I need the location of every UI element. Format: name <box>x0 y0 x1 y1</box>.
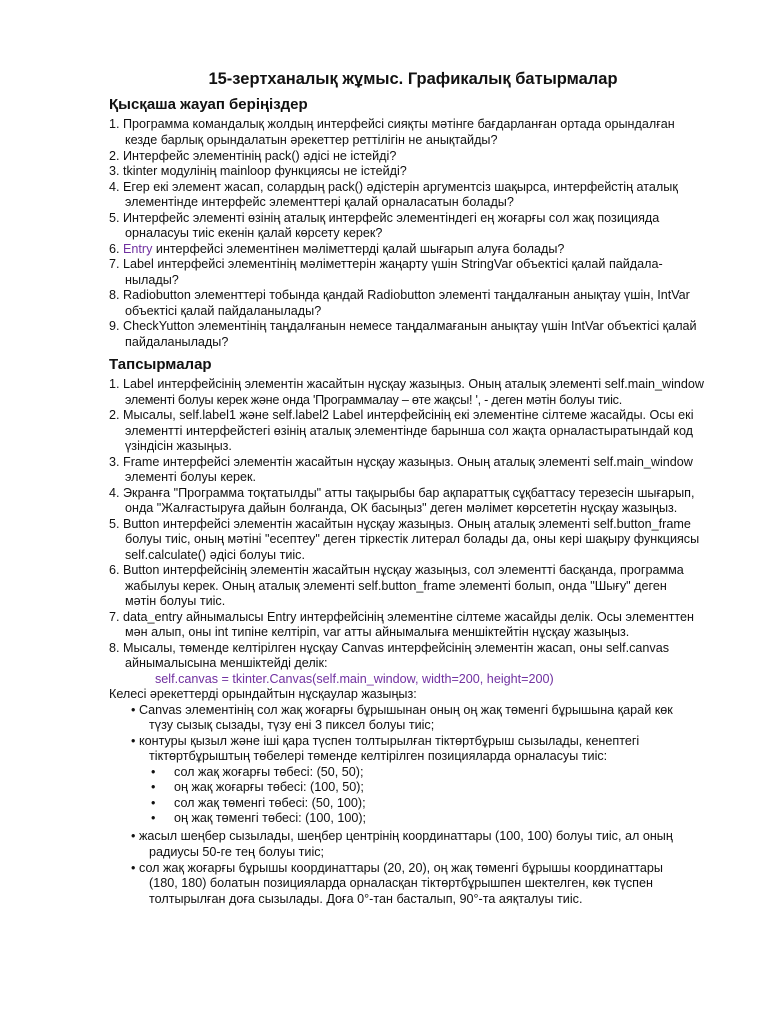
question-4-line-1: 4. Егер екі элемент жасап, солардың pack() әдістерін аргументсіз шақырса, интерфейстің аталық <box>109 180 678 194</box>
task-2-line-3: үзіндісін жазыңыз. <box>125 439 232 453</box>
question-7-line-1: 7. Label интерфейсі элементінің мәліметтерін жаңарту үшін StringVar объектісі қалай пайдала- <box>109 257 663 271</box>
bullet-4-line-3: толтырылған доға сызылады. Доға 0°-тан басталып, 90°-та аяқталуы тиіс. <box>149 892 583 906</box>
question-1-line-1: 1. Программа командалық жолдың интерфейсі сияқты мәтінге бағдарланған ортада орындалған <box>109 117 675 131</box>
task-8-line-1: 8. Мысалы, төменде келтірілген нұсқау Canvas интерфейсінің элементін жасап, оны self.canvas <box>109 641 669 655</box>
question-7-line-2: нылады? <box>125 273 179 287</box>
bullet-1-line-2: түзу сызық сызады, түзу ені 3 пиксел болуы тиіс; <box>149 718 435 732</box>
corner-bottom-right: оң жақ төменгі төбесі: (100, 100); <box>174 811 367 825</box>
corner-dot-3: • <box>151 796 156 810</box>
task-4-line-2: онда "Жалғастыруға дайын болғанда, ОК басыңыз" деген мәлімет көрсететін нұсқау жазыңыз. <box>125 501 678 515</box>
task-3-line-1: 3. Frame интерфейсі элементін жасайтын нұсқау жазыңыз. Оның аталық элементі self.main_window <box>109 455 693 469</box>
question-1-line-2: кезде барлық орындалатын әрекеттер реттілігін не анықтайды? <box>125 133 498 147</box>
task-4-line-1: 4. Экранға "Программа тоқтатылды" атты тақырыбы бар ақпараттық сұқбаттасу терезесін шығарып, <box>109 486 695 500</box>
question-9-line-1: 9. CheckYutton элементінің таңдалғанын немесе таңдалмағанын анықтау үшін IntVar объектісі қалай <box>109 319 697 333</box>
task-1-line-1: 1. Label интерфейсінің элементін жасайтын нұсқау жазыңыз. Оның аталық элементі self.main_window <box>109 377 705 391</box>
task-6-line-3: мәтін болуы тиіс. <box>125 594 226 608</box>
instructions-intro: Келесі әрекеттерді орындайтын нұсқаулар жазыңыз: <box>109 687 417 701</box>
bullet-1-line-1: Canvas элементінің сол жақ жоғарғы бұрышынан оның оң жақ төменгі бұрышына қарай көк <box>139 703 673 717</box>
corner-dot-4: • <box>151 811 156 825</box>
task-8-line-2: айнымалысына меншіктейді делік: <box>125 656 328 670</box>
bullet-4-line-1: сол жақ жоғарғы бұрышы координаттары (20, 20), оң жақ төменгі бұрышы координаттары <box>139 861 663 875</box>
task-7-line-1: 7. data_entry айнымалысы Entry интерфейсінің элементіне сілтеме жасайды делік. Осы элементтен <box>109 610 694 624</box>
bullet-4-line-2: (180, 180) болатын позицияларда орналасқан тіктөртбұрышпен шектелген, көк түспен <box>149 876 653 890</box>
question-3: 3. tkinter модулінің mainloop функциясы не істейді? <box>109 164 407 178</box>
corner-top-left: сол жақ жоғарғы төбесі: (50, 50); <box>174 765 364 779</box>
task-3-line-2: элементі болуы керек. <box>125 470 256 484</box>
page-title: 15-зертханалық жұмыс. Графикалық батырмалар <box>208 70 618 88</box>
code-line: self.canvas = tkinter.Canvas(self.main_window, width=200, height=200) <box>155 672 554 686</box>
corner-bottom-left: сол жақ төменгі төбесі: (50, 100); <box>174 796 366 810</box>
task-5-line-2: болуы тиіс, оның мәтіні "есептеу" деген тіркестік литерал болады да, оны кері шақыру функциясы <box>125 532 700 546</box>
question-5-line-2: орналасуы тиіс екенін қалай көрсету керек? <box>125 226 383 240</box>
task-1-line-2: элементі болуы керек және онда 'Программалау – өте жақсы! ', - деген мәтін болуы тиіс. <box>125 393 622 407</box>
entry-keyword: Entry <box>123 242 153 256</box>
question-5-line-1: 5. Интерфейс элементі өзінің аталық интерфейс элементіндегі ең жоғарғы сол жақ позицияда <box>109 211 660 225</box>
bullet-dot-1: • <box>131 703 136 717</box>
question-8-line-2: объектісі қалай пайдаланылады? <box>125 304 322 318</box>
task-5-line-1: 5. Button интерфейсі элементін жасайтын нұсқау жазыңыз. Оның аталық элементі self.button_frame <box>109 517 691 531</box>
bullet-3-line-1: жасыл шеңбер сызылады, шеңбер центрінің координаттары (100, 100) болуы тиіс, ал оның <box>139 829 673 843</box>
corner-dot-1: • <box>151 765 156 779</box>
task-2-line-1: 2. Мысалы, self.label1 және self.label2 Label интерфейсінің екі элементіне сілтеме жасайды. Осы екі <box>109 408 694 422</box>
corner-top-right: оң жақ жоғарғы төбесі: (100, 50); <box>174 780 364 794</box>
question-9-line-2: пайдаланылады? <box>125 335 229 349</box>
question-6-prefix: 6. <box>109 242 124 256</box>
question-6 <box>109 242 564 258</box>
bullet-dot-2: • <box>131 734 136 748</box>
bullet-dot-4: • <box>131 861 136 875</box>
task-6-line-2: жабылуы керек. Оның аталық элементі self.button_frame элементі болып, онда "Шығу" деген <box>125 579 667 593</box>
task-7-line-2: мән алып, оны int типіне келтіріп, var атты айнымалыға меншіктейтін нұсқау жазыңыз. <box>125 625 630 639</box>
corner-dot-2: • <box>151 780 156 794</box>
bullet-2-line-1: контуры қызыл және іші қара түспен толтырылған тіктөртбұрыш сызылады, кенептегі <box>139 734 640 748</box>
bullet-dot-3: • <box>131 829 136 843</box>
task-6-line-1: 6. Button интерфейсінің элементін жасайтын нұсқау жазыңыз, сол элементті басқанда, программа <box>109 563 684 577</box>
tasks-heading: Тапсырмалар <box>109 356 212 373</box>
bullet-2-line-2: тіктөртбұрыштың төбелері төменде келтірілген позицияларда орналасуы тиіс: <box>149 749 608 763</box>
question-8-line-1: 8. Radiobutton элементтері тобында қандай Radiobutton элементі таңдалғанын анықтау үшін, IntVar <box>109 288 690 302</box>
question-4-line-2: элементінде интерфейс элементтері қалай орналасатын болады? <box>125 195 514 209</box>
question-6-rest: интерфейсі элементінен мәліметтерді қалай шығарып алуға болады? <box>152 242 565 256</box>
task-2-line-2: элементті интерфейстегі өзінің аталық элементінде барынша сол жақта орналастыратындай код <box>125 424 694 438</box>
task-5-line-3: self.calculate() әдісі болуы тиіс. <box>125 548 305 562</box>
question-2: 2. Интерфейс элементінің pack() әдісі не істейді? <box>109 149 397 163</box>
bullet-3-line-2: радиусы 50-ге тең болуы тиіс; <box>149 845 325 859</box>
questions-heading: Қысқаша жауап беріңіздер <box>109 96 308 113</box>
